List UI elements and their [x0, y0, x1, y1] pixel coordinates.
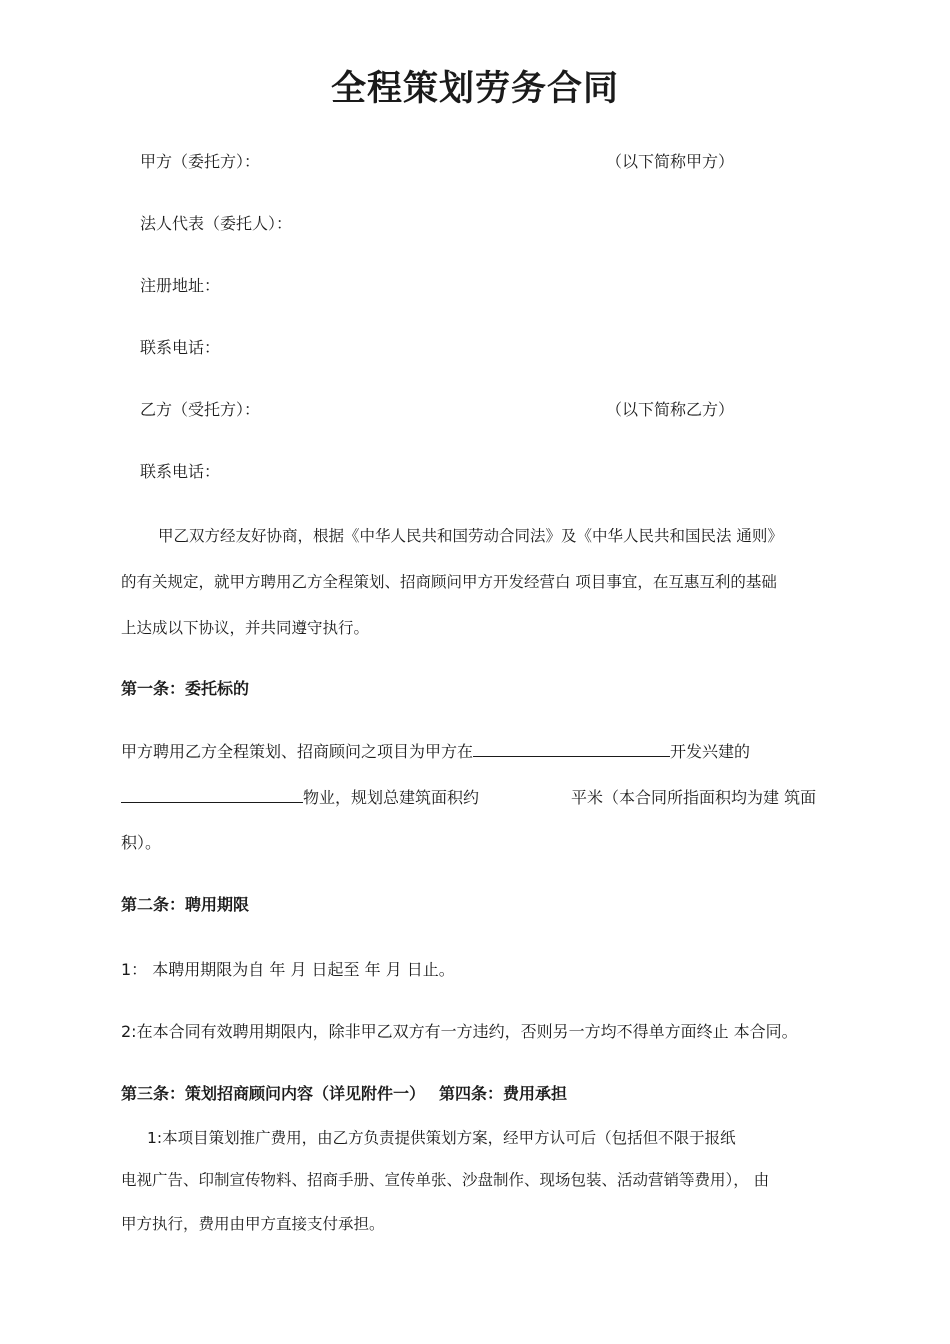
party-b-label: 乙方（受托方）：: [140, 400, 261, 419]
article-3-4-headings: [121, 1083, 567, 1105]
article-4-line: 1:本项目策划推广费用，由乙方负责提供策划方案，经甲方认可后（包括但不限于报纸: [147, 1129, 736, 1147]
party-a-phone-label: 联系电话：: [140, 338, 221, 357]
article-1-line: [121, 740, 750, 763]
party-b-abbreviation: （以下简称乙方）: [606, 400, 735, 419]
article-4-heading: 第四条：费用承担: [439, 1084, 568, 1103]
article-1-line: [121, 786, 816, 809]
article-1-text: 物业，规划总建筑面积约: [303, 788, 480, 807]
party-a-label: 甲方（委托方）：: [140, 152, 261, 171]
article-2-item: 2:在本合同有效聘用期限内，除非甲乙双方有一方违约，否则另一方均不得单方面终止 本合同。: [121, 1022, 798, 1041]
article-4-line: 电视广告、印制宣传物料、招商手册、宣传单张、沙盘制作、现场包装、活动营销等费用）， 由: [121, 1171, 770, 1189]
article-4-line: 甲方执行，费用由甲方直接支付承担。: [121, 1215, 385, 1233]
legal-representative-label: 法人代表（委托人）：: [140, 214, 293, 233]
party-a-abbreviation: （以下简称甲方）: [606, 152, 735, 171]
project-location-blank: [473, 740, 670, 757]
intro-paragraph-line: 上达成以下协议，并共同遵守执行。: [121, 619, 370, 637]
property-name-blank: [121, 786, 303, 803]
article-1-heading: 第一条：委托标的: [121, 679, 250, 698]
registered-address-label: 注册地址：: [140, 276, 221, 295]
article-1-text: 平米（本合同所指面积均为建 筑面: [571, 788, 817, 807]
party-b-phone-label: 联系电话：: [140, 462, 221, 481]
article-2-heading: 第二条：聘用期限: [121, 895, 250, 914]
article-2-item: 1： 本聘用期限为自 年 月 日起至 年 月 日止。: [121, 960, 455, 979]
article-1-text: 甲方聘用乙方全程策划、招商顾问之项目为甲方在: [121, 742, 474, 761]
article-1-line: 积）。: [121, 833, 162, 852]
article-3-heading: 第三条：策划招商顾问内容（详见附件一）: [121, 1084, 426, 1103]
intro-paragraph-line: 甲乙双方经友好协商，根据《中华人民共和国劳动合同法》及《中华人民共和国民法 通则》: [158, 527, 783, 545]
document-title: 全程策划劳务合同: [330, 69, 619, 109]
intro-paragraph-line: 的有关规定，就甲方聘用乙方全程策划、招商顾问甲方开发经营白 项目事宜，在互惠互利的基础: [121, 573, 777, 591]
article-1-text: 开发兴建的: [670, 742, 751, 761]
